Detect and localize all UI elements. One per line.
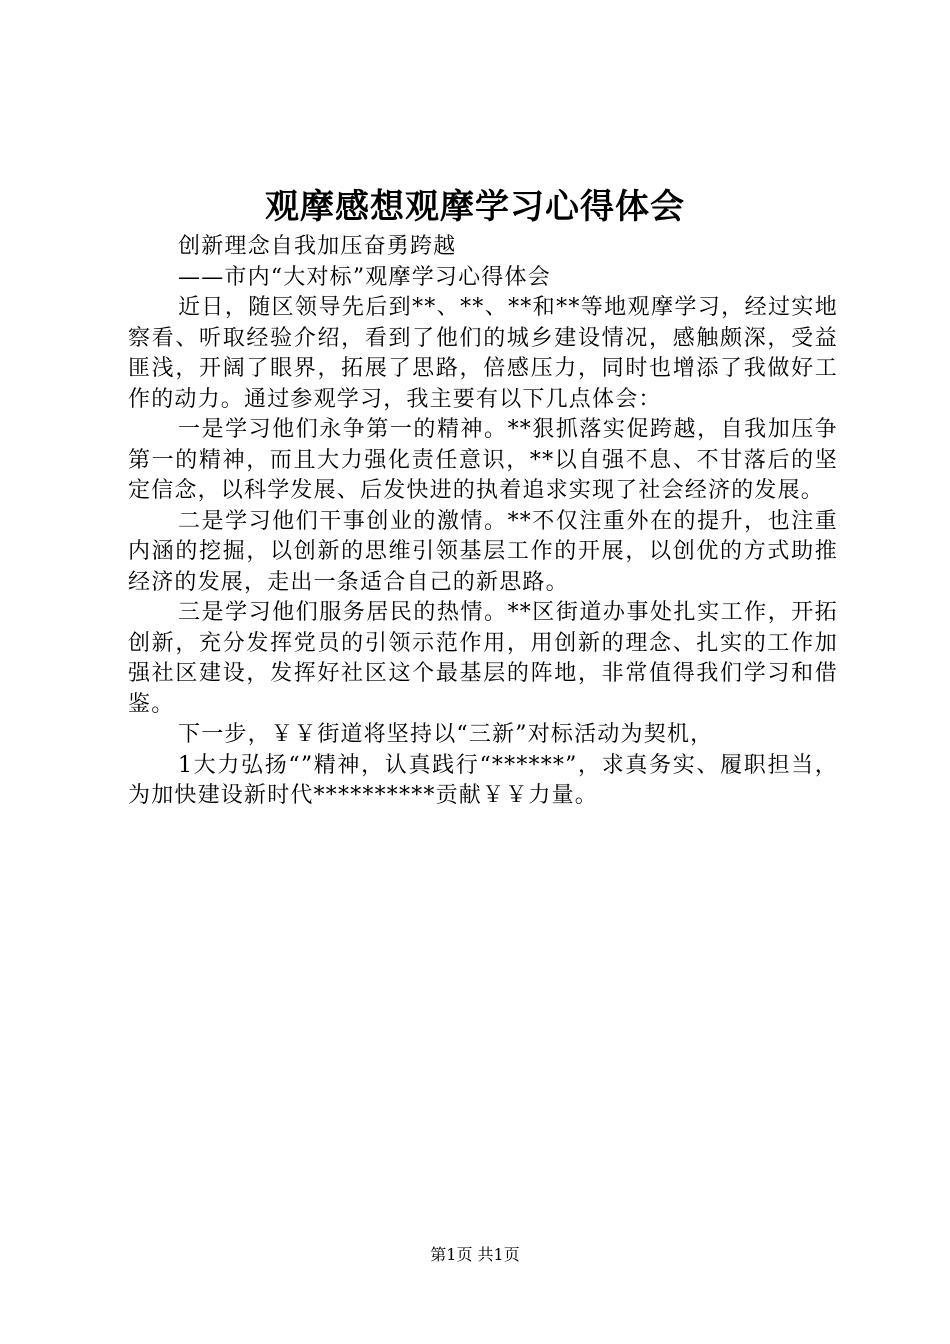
document-title: 观摩感想观摩学习心得体会 [265,187,685,227]
body-paragraph: 一是学习他们永争第一的精神。**狠抓落实促跨越，自我加压争第一的精神，而且大力强化责任意识，**以自强不息、不甘落后的坚定信念，以科学发展、后发快进的执着追求实现了社会经济的发展。 [128,417,838,503]
body-paragraph: 近日，随区领导先后到**、**、**和**等地观摩学习，经过实地察看、听取经验介绍，看到了他们的城乡建设情况，感触颇深，受益匪浅，开阔了眼界，拓展了思路，倍感压力，同时也增添了我做好工作的动力。通过参观学习，我主要有以下几点体会： [128,295,838,412]
body-paragraph: 二是学习他们干事创业的激情。**不仅注重外在的提升，也注重内涵的挖掘，以创新的思维引领基层工作的开展，以创优的方式助推经济的发展，走出一条适合自己的新思路。 [128,508,838,595]
subtitle-dash-line: ——市内“大对标”观摩学习心得体会 [178,264,551,290]
page-footer: 第1页 共1页 [430,1245,520,1264]
body-paragraph: 下一步，￥￥街道将坚持以“三新”对标活动为契机， [178,722,714,747]
document-body [128,232,838,812]
body-paragraph: 1大力弘扬“”精神，认真践行“******”，求真务实、履职担当，为加快建设新时代**********贡献￥￥力量。 [128,752,838,808]
subtitle-line: 创新理念自我加压奋勇跨越 [178,234,457,259]
body-paragraph: 三是学习他们服务居民的热情。**区街道办事处扎实工作，开拓创新，充分发挥党员的引领示范作用，用创新的理念、扎实的工作加强社区建设，发挥好社区这个最基层的阵地，非常值得我们学习和借鉴。 [128,600,838,717]
